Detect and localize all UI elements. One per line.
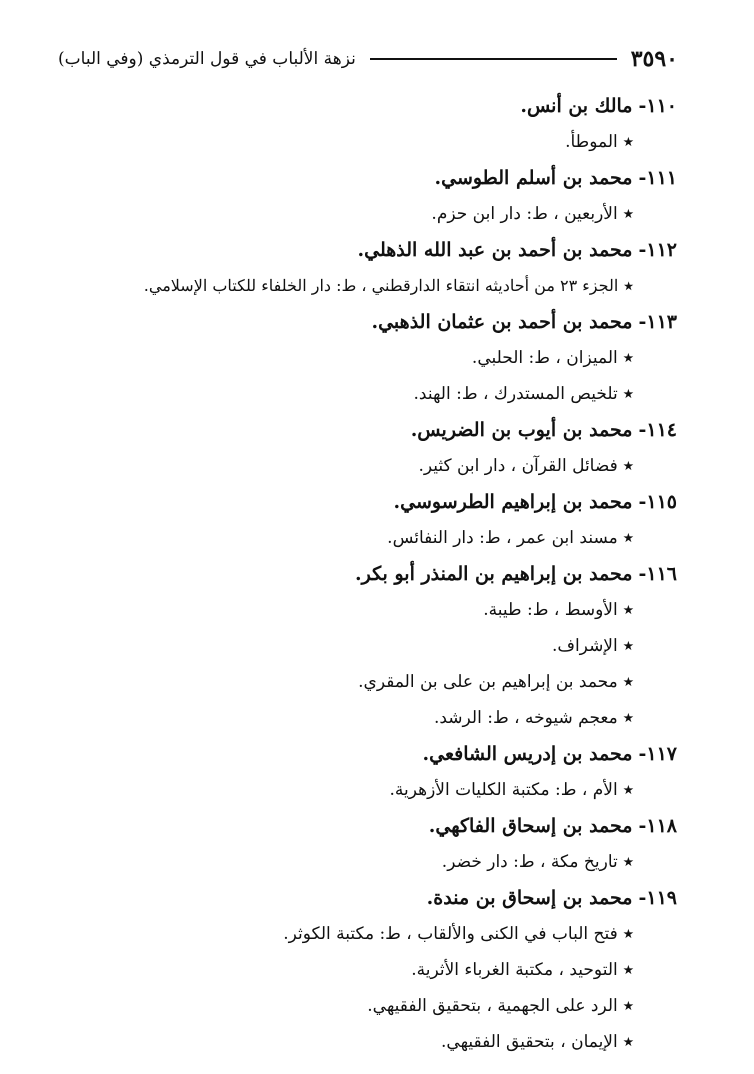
bullet-star-icon: ٭ [623, 1032, 633, 1052]
entry-work [60, 124, 677, 160]
running-title: نزهة الألباب في قول الترمذي (وفي الباب) [58, 49, 356, 69]
entry-heading [60, 880, 677, 916]
work-text: الإشراف. [551, 636, 618, 656]
entry-work [60, 916, 677, 952]
page-header [58, 44, 678, 74]
bullet-star-icon: ٭ [624, 276, 633, 295]
bullet-star-icon: ٭ [623, 348, 633, 368]
entry-name: محمد بن أحمد بن عثمان الذهبي. [371, 311, 633, 333]
entry-name: محمد بن أسلم الطوسي. [434, 167, 633, 189]
bullet-star-icon: ٭ [623, 996, 633, 1016]
entry-heading [60, 736, 677, 772]
entry-heading [60, 484, 677, 520]
entry-number: ١١٨- [638, 815, 677, 837]
bullet-star-icon: ٭ [623, 600, 633, 620]
work-text: معجم شيوخه ، ط: الرشد. [433, 708, 618, 728]
work-text: الميزان ، ط: الحلبي. [471, 348, 618, 368]
entry-heading [60, 88, 677, 124]
bullet-star-icon: ٭ [623, 672, 633, 692]
entry-work [60, 628, 677, 664]
entry-list [60, 88, 677, 1060]
work-text: الجزء ٢٣ من أحاديثه انتقاء الدارقطني ، ط: دار الخلفاء للكتاب الإسلامي. [143, 276, 619, 295]
entry-work [60, 952, 677, 988]
header-rule [370, 58, 617, 60]
entry-work [60, 448, 677, 484]
entry-work [60, 340, 677, 376]
entry-name: محمد بن إدريس الشافعي. [422, 743, 633, 765]
bullet-star-icon: ٭ [623, 528, 633, 548]
entry-work [60, 844, 677, 880]
work-text: فضائل القرآن ، دار ابن كثير. [418, 456, 618, 476]
entry-heading [60, 304, 677, 340]
bullet-star-icon: ٭ [623, 456, 633, 476]
entry-heading [60, 556, 677, 592]
work-text: محمد بن إبراهيم بن على بن المقري. [358, 672, 618, 692]
entry-name: محمد بن إبراهيم بن المنذر أبو بكر. [354, 563, 633, 585]
entry-work [60, 700, 677, 736]
entry-heading [60, 160, 677, 196]
entry-number: ١١٧- [638, 743, 677, 765]
entry-name: محمد بن أحمد بن عبد الله الذهلي. [357, 239, 633, 261]
entry-work [60, 772, 677, 808]
bullet-star-icon: ٭ [623, 132, 633, 152]
work-text: الأم ، ط: مكتبة الكليات الأزهرية. [389, 780, 618, 800]
entry-work [60, 664, 677, 700]
entry-number: ١١١- [638, 167, 677, 189]
entry-heading [60, 412, 677, 448]
work-text: تاريخ مكة ، ط: دار خضر. [441, 852, 618, 872]
work-text: الأربعين ، ط: دار ابن حزم. [431, 204, 618, 224]
work-text: تلخيص المستدرك ، ط: الهند. [413, 384, 618, 404]
entry-number: ١١٣- [638, 311, 677, 333]
entry-number: ١١٩- [638, 887, 677, 909]
entry-name: محمد بن أيوب بن الضريس. [410, 419, 633, 441]
bullet-star-icon: ٭ [623, 780, 633, 800]
bullet-star-icon: ٭ [623, 204, 633, 224]
entry-work [60, 988, 677, 1024]
bullet-star-icon: ٭ [623, 960, 633, 980]
bullet-star-icon: ٭ [623, 636, 633, 656]
entry-work [60, 268, 677, 304]
work-text: مسند ابن عمر ، ط: دار النفائس. [387, 528, 618, 548]
bullet-star-icon: ٭ [623, 924, 633, 944]
entry-number: ١١٦- [638, 563, 677, 585]
work-text: الموطأ. [565, 132, 618, 152]
entry-work [60, 1024, 677, 1060]
work-text: الرد على الجهمية ، بتحقيق الفقيهي. [367, 996, 618, 1016]
entry-work [60, 196, 677, 232]
work-text: التوحيد ، مكتبة الغرباء الأثرية. [411, 960, 618, 980]
entry-heading [60, 232, 677, 268]
entry-name: محمد بن إسحاق الفاكهي. [428, 815, 633, 837]
work-text: فتح الباب في الكنى والألقاب ، ط: مكتبة الكوثر. [283, 924, 618, 944]
bullet-star-icon: ٭ [623, 384, 633, 404]
entry-name: محمد بن إبراهيم الطرسوسي. [393, 491, 633, 513]
entry-name: محمد بن إسحاق بن مندة. [426, 887, 633, 909]
entry-heading [60, 808, 677, 844]
work-text: الأوسط ، ط: طيبة. [483, 600, 618, 620]
entry-number: ١١٢- [638, 239, 677, 261]
bullet-star-icon: ٭ [623, 708, 633, 728]
entry-number: ١١٥- [638, 491, 677, 513]
page-number: ٣٥٩٠ [630, 46, 678, 72]
entry-work [60, 376, 677, 412]
entry-name: مالك بن أنس. [520, 95, 633, 117]
bullet-star-icon: ٭ [623, 852, 633, 872]
work-text: الإيمان ، بتحقيق الفقيهي. [441, 1032, 618, 1052]
entry-number: ١١٠- [638, 95, 677, 117]
entry-work [60, 520, 677, 556]
entry-number: ١١٤- [638, 419, 677, 441]
entry-work [60, 592, 677, 628]
